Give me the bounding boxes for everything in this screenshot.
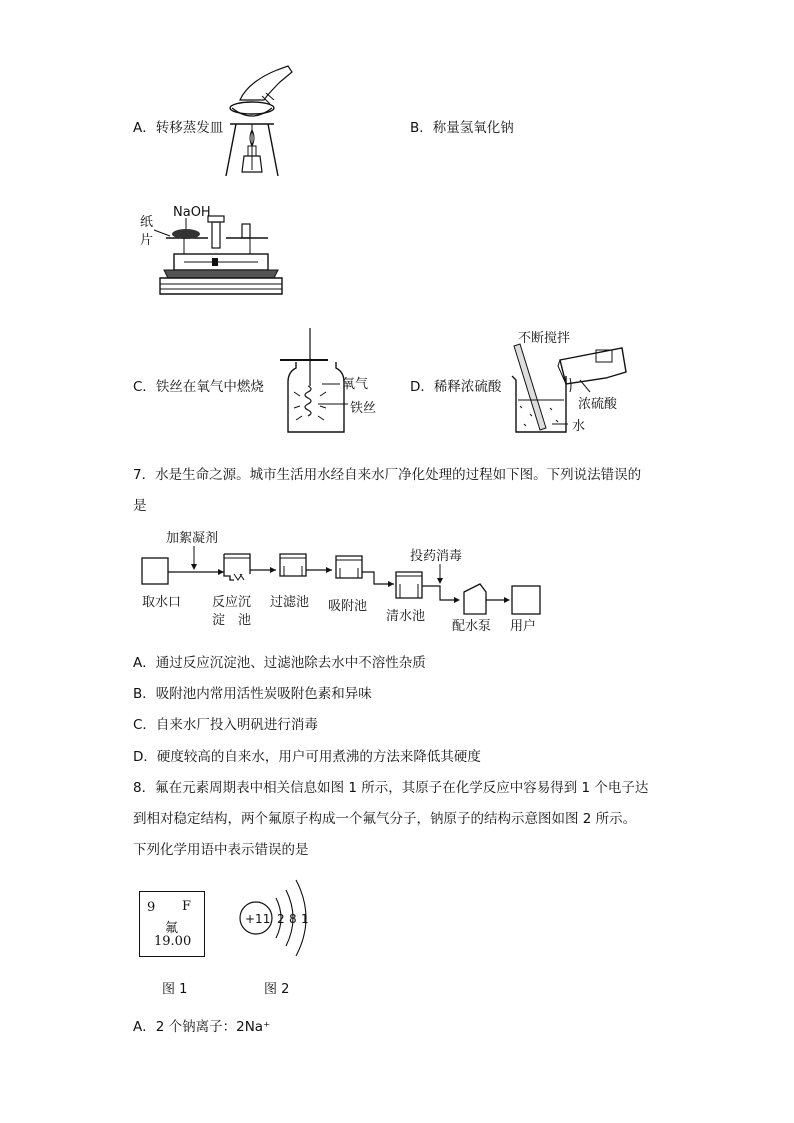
figure-1-caption: 图 1 — [162, 982, 188, 997]
acid-label: 浓硫酸 — [578, 397, 618, 412]
shell-2-electrons: 8 — [289, 912, 297, 926]
q8-stem-line-1: 8．氟在元素周期表中相关信息如图 1 所示，其原子在化学反应中容易得到 1 个电子达 — [133, 780, 649, 796]
dilute-sulfuric-acid-figure — [510, 328, 660, 438]
element-name: 氟 — [165, 921, 179, 936]
atomic-number: 9 — [147, 900, 156, 915]
water-treatment-flow-diagram — [138, 526, 558, 636]
filter-label: 过滤池 — [270, 595, 310, 610]
adsorb-label: 吸附池 — [328, 599, 368, 614]
q6-option-b: B．称量氢氧化钠 — [410, 120, 514, 136]
nucleus-charge: +11 — [245, 912, 271, 926]
q8-option-a: A．2 个钠离子：2Na⁺ — [133, 1019, 271, 1035]
iron-wire-label: 铁丝 — [350, 401, 377, 416]
q7-option-a: A．通过反应沉淀池、过滤池除去水中不溶性杂质 — [133, 655, 426, 671]
q7-option-d: D．硬度较高的自来水，用户可用煮沸的方法来降低其硬度 — [133, 749, 481, 765]
element-symbol: F — [182, 899, 192, 914]
q7-option-b: B．吸附池内常用活性炭吸附色素和异味 — [133, 686, 372, 702]
q8-stem-line-2: 到相对稳定结构，两个氟原子构成一个氟气分子，钠原子的结构示意图如图 2 所示。 — [133, 811, 637, 827]
q6-option-c: C．铁丝在氧气中燃烧 — [133, 379, 264, 395]
q7-stem-line-2: 是 — [133, 498, 147, 514]
reaction-label-1: 反应沉 — [212, 595, 252, 610]
user-box — [512, 586, 540, 614]
figure-2-caption: 图 2 — [264, 982, 290, 997]
naoh-label: NaOH — [173, 205, 211, 220]
paper-label-2: 片 — [140, 233, 154, 248]
sodium-atom-structure-figure — [238, 876, 328, 966]
q7-stem-line-1: 7．水是生命之源。城市生活用水经自来水厂净化处理的过程如下图。下列说法错误的 — [133, 467, 642, 483]
pump-label: 配水泵 — [452, 619, 492, 634]
clear-label: 清水池 — [386, 609, 426, 624]
paper-label-1: 纸 — [140, 215, 154, 230]
iron-wire-burning-figure — [278, 328, 398, 438]
fluorine-element-card — [139, 891, 205, 957]
q8-stem-line-3: 下列化学用语中表示错误的是 — [133, 842, 309, 858]
stir-label: 不断搅拌 — [518, 331, 571, 346]
q6-option-d: D．稀释浓硫酸 — [410, 379, 502, 395]
user-label: 用户 — [510, 619, 537, 634]
oxygen-label: 氧气 — [342, 377, 369, 392]
atomic-mass: 19.00 — [154, 934, 192, 949]
q6-option-a: A．转移蒸发皿 — [133, 120, 224, 136]
intake-label: 取水口 — [142, 595, 182, 610]
pump-box — [464, 584, 486, 614]
q7-option-c: C．自来水厂投入明矾进行消毒 — [133, 717, 318, 733]
shell-1-electrons: 2 — [277, 912, 285, 926]
reaction-label-2: 淀 池 — [212, 613, 252, 628]
balance-weighing-figure — [138, 198, 288, 298]
intake-box — [142, 558, 168, 584]
water-label: 水 — [572, 419, 586, 434]
evaporating-dish-transfer-figure — [222, 66, 302, 186]
disinfect-label: 投药消毒 — [410, 549, 463, 564]
coagulant-label: 加絮凝剂 — [166, 531, 219, 546]
shell-3-electrons: 1 — [301, 912, 309, 926]
